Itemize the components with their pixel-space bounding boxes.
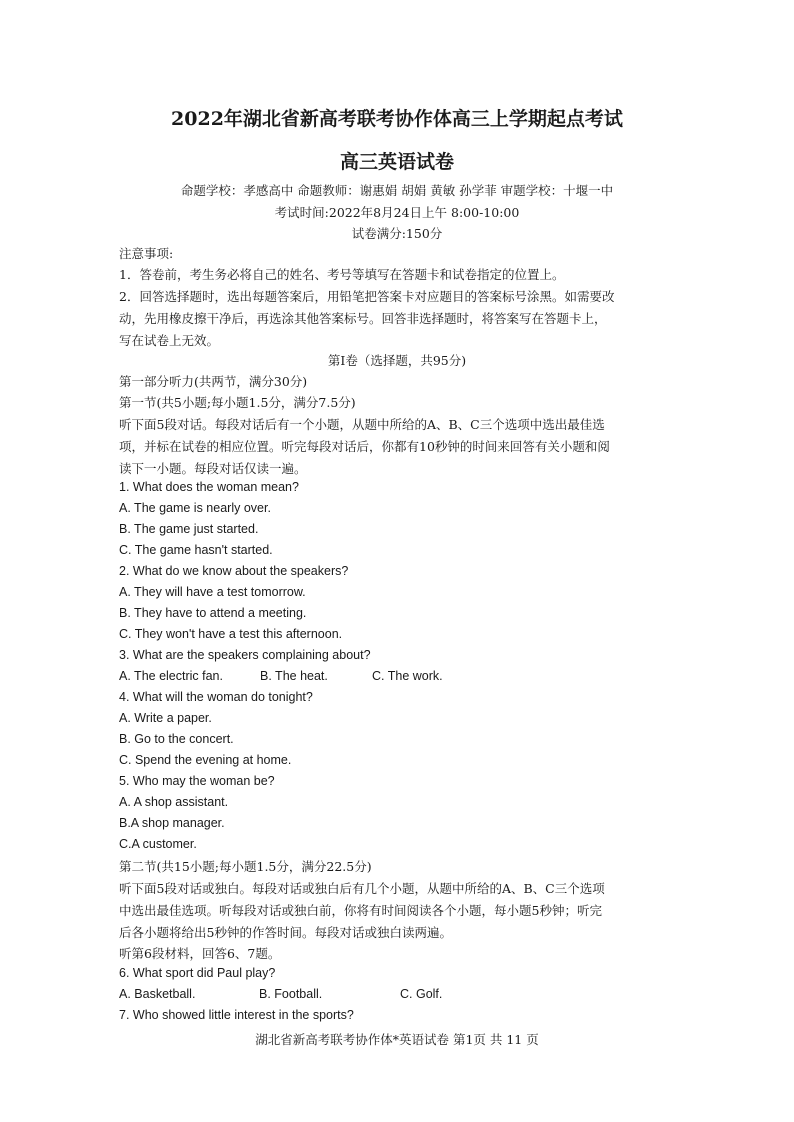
part-1-heading: 第一部分听力(共两节，满分30分) [119,374,308,389]
volume-heading: 第Ⅰ卷（选择题，共95分) [327,353,467,368]
question-3-option-a: A. The electric fan. [119,669,223,683]
question-5-option-a: A. A shop assistant. [119,795,229,809]
question-4-option-c: C. Spend the evening at home. [119,753,292,767]
question-6: 6. What sport did Paul play? [119,966,276,980]
question-6-options [119,987,442,1001]
question-5-option-c: C.A customer. [119,837,197,851]
question-1: 1. What does the woman mean? [119,480,299,494]
page-footer: 湖北省新高考联考协作体*英语试卷 第1页 共 11 页 [255,1032,539,1047]
question-2-option-c: C. They won't have a test this afternoon. [119,627,343,641]
question-2-option-a: A. They will have a test tomorrow. [119,585,306,599]
question-3: 3. What are the speakers complaining about? [119,648,371,662]
question-3-option-b: B. The heat. [260,669,328,683]
question-5: 5. Who may the woman be? [119,774,275,788]
question-4-option-b: B. Go to the concert. [119,732,234,746]
question-1-option-b: B. The game just started. [119,522,259,536]
section-1-desc-1: 听下面5段对话。每段对话后有一个小题，从题中所给的A、B、C三个选项中选出最佳选 [119,417,605,432]
question-7: 7. Who showed little interest in the sports? [119,1008,354,1022]
question-1-option-a: A. The game is nearly over. [119,501,271,515]
exam-subtitle: 高三英语试卷 [339,151,454,173]
section-2-desc-3: 后各小题将给出5秒钟的作答时间。每段对话或独白读两遍。 [119,925,452,940]
question-4: 4. What will the woman do tonight? [119,690,313,704]
question-6-option-c: C. Golf. [400,987,443,1001]
question-1-option-c: C. The game hasn't started. [119,543,273,557]
section-2-desc-1: 听下面5段对话或独白。每段对话或独白后有几个小题，从题中所给的A、B、C三个选项 [119,881,605,896]
exam-title: 2022年湖北省新高考联考协作体高三上学期起点考试 [171,108,623,130]
notes-heading: 注意事项: [119,246,174,261]
note-2-line-1: 2．回答选择题时，选出每题答案后，用铅笔把答案卡对应题目的答案标号涂黑。如需要改 [119,289,615,304]
question-3-option-c: C. The work. [372,669,443,683]
question-6-option-a: A. Basketball. [119,987,196,1001]
question-6-option-b: B. Football. [259,987,323,1001]
note-1: 1．答卷前，考生务必将自己的姓名、考号等填写在答题卡和试卷指定的位置上。 [119,267,565,282]
section-2-material: 听第6段材料，回答6、7题。 [119,946,281,961]
exam-score: 试卷满分:150分 [351,226,443,241]
section-2-desc-2: 中选出最佳选项。听每段对话或独白前，你将有时间阅读各个小题，每小题5秒钟；听完 [119,903,602,918]
exam-time: 考试时间:2022年8月24日上午 8:00-10:00 [274,205,520,220]
exam-authors: 命题学校：孝感高中 命题教师：谢惠娟 胡娟 黄敏 孙学菲 审题学校：十堰一中 [180,183,614,198]
note-2-line-2: 动，先用橡皮擦干净后，再选涂其他答案标号。回答非选择题时，将答案写在答题卡上， [119,311,607,326]
question-2-option-b: B. They have to attend a meeting. [119,606,307,620]
question-5-option-b: B.A shop manager. [119,816,225,830]
section-1-desc-3: 读下一小题。每段对话仅读一遍。 [119,461,307,476]
section-1-heading: 第一节(共5小题;每小题1.5分，满分7.5分) [119,395,356,410]
section-2-heading: 第二节(共15小题;每小题1.5分，满分22.5分) [119,859,372,874]
note-2-line-3: 写在试卷上无效。 [119,333,220,348]
question-2: 2. What do we know about the speakers? [119,564,349,578]
section-1-desc-2: 项，并标在试卷的相应位置。听完每段对话后，你都有10秒钟的时间来回答有关小题和阅 [119,439,610,454]
question-4-option-a: A. Write a paper. [119,711,212,725]
question-3-options [119,669,443,683]
